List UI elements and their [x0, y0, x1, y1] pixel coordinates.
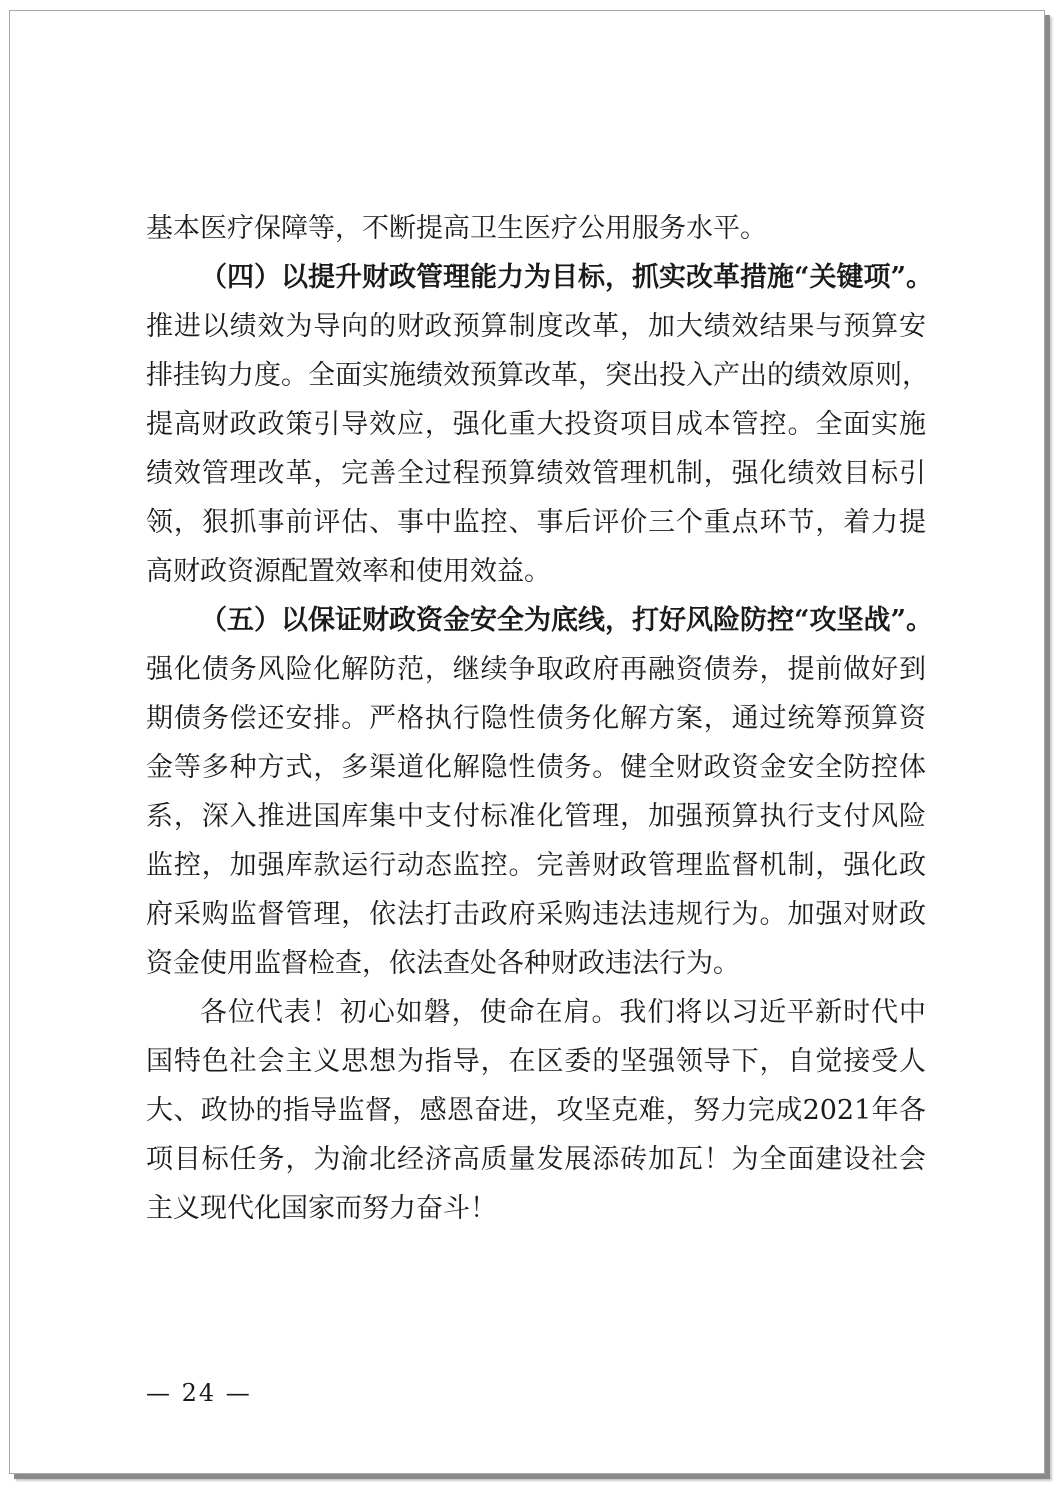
document-page [9, 10, 1045, 1474]
text-line: 各位代表！初心如磐，使命在肩。我们将以习近平新时代中 [200, 997, 926, 1028]
text-line: 提高财政政策引导效应，强化重大投资项目成本管控。全面实施 [146, 409, 926, 440]
text-line: 排挂钩力度。全面实施绩效预算改革，突出投入产出的绩效原则， [146, 360, 929, 391]
text-line: 系，深入推进国库集中支付标准化管理，加强预算执行支付风险 [146, 801, 926, 832]
text-line: 大、政协的指导监督，感恩奋进，攻坚克难，努力完成2021年各 [146, 1095, 926, 1126]
text-line: 项目标任务，为渝北经济高质量发展添砖加瓦！为全面建设社会 [146, 1144, 926, 1175]
text-line: 强化债务风险化解防范，继续争取政府再融资债券，提前做好到 [146, 654, 926, 685]
section-heading-4: （四）以提升财政管理能力为目标，抓实改革措施“关键项”。 [200, 262, 934, 293]
text-line: 领，狠抓事前评估、事中监控、事后评价三个重点环节，着力提 [146, 507, 926, 538]
text-line: 推进以绩效为导向的财政预算制度改革，加大绩效结果与预算安 [146, 311, 926, 342]
page-number: — 24 — [146, 1379, 252, 1407]
text-line: 府采购监督管理，依法打击政府采购违法违规行为。加强对财政 [146, 899, 926, 930]
text-line: 高财政资源配置效率和使用效益。 [146, 556, 551, 587]
text-line: 国特色社会主义思想为指导，在区委的坚强领导下，自觉接受人 [146, 1046, 926, 1077]
text-line: 绩效管理改革，完善全过程预算绩效管理机制，强化绩效目标引 [146, 458, 926, 489]
text-line: 基本医疗保障等，不断提高卫生医疗公用服务水平。 [146, 213, 767, 244]
text-line: 期债务偿还安排。严格执行隐性债务化解方案，通过统筹预算资 [146, 703, 926, 734]
text-line: 金等多种方式，多渠道化解隐性债务。健全财政资金安全防控体 [146, 752, 926, 783]
text-line: 监控，加强库款运行动态监控。完善财政管理监督机制，强化政 [146, 850, 926, 881]
text-line: 主义现代化国家而努力奋斗！ [146, 1193, 497, 1224]
text-line: 资金使用监督检查，依法查处各种财政违法行为。 [146, 948, 740, 979]
section-heading-5: （五）以保证财政资金安全为底线，打好风险防控“攻坚战”。 [200, 605, 934, 636]
